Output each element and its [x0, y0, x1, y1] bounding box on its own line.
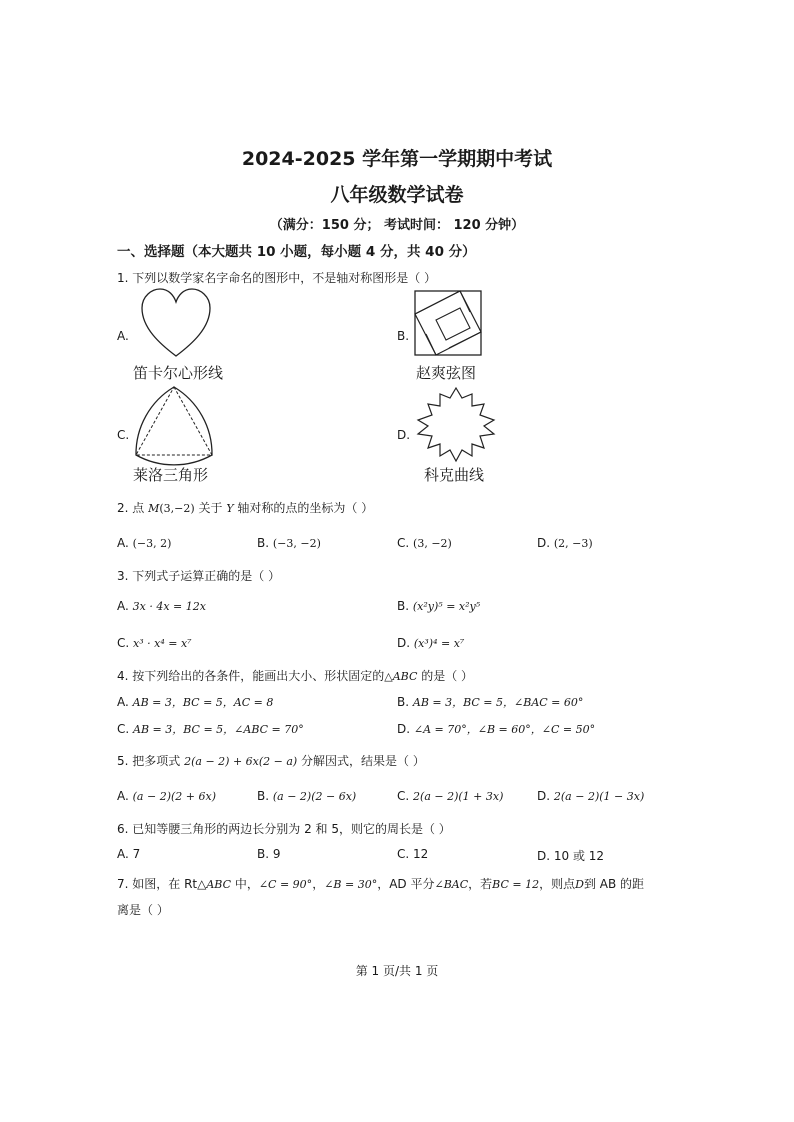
koch-snowflake-icon [414, 384, 498, 464]
section-heading: 一、选择题（本大题共 10 小题，每小题 4 分，共 40 分） [117, 244, 476, 260]
q1-option-d-label: D. [397, 428, 411, 442]
q5-option-b: B. (a − 2)(2 − 6x) [257, 789, 357, 803]
question-7-stem-line2: 离是（ ） [117, 903, 169, 917]
q2-point-name: M [148, 502, 160, 515]
q2-option-a: A. (−3, 2) [117, 536, 172, 550]
q2-axis-name: Y [226, 502, 234, 515]
q1-option-c-caption: 莱洛三角形 [133, 466, 209, 484]
q2-option-b: B. (−3, −2) [257, 536, 321, 550]
exam-title: 2024-2025 学年第一学期期中考试 [241, 148, 553, 170]
exam-subtitle: 八年级数学试卷 [330, 184, 464, 206]
heart-curve-icon [140, 288, 212, 358]
q4-option-a: A. AB = 3，BC = 5，AC = 8 [117, 695, 274, 709]
q4-option-b: B. AB = 3，BC = 5，∠BAC = 60° [397, 695, 584, 709]
q6-option-c: C. 12 [397, 847, 429, 861]
q5-polynomial: 2(a − 2) + 6x(2 − a) [184, 755, 298, 768]
q2-stem-part: 轴对称的点的坐标为（ ） [237, 501, 374, 515]
q4-triangle: △ABC [384, 670, 418, 683]
exam-info: （满分：150 分； 考试时间： 120 分钟） [269, 218, 525, 233]
question-5-stem: 5. 把多项式 2(a − 2) + 6x(2 − a) 分解因式，结果是（ ） [117, 754, 425, 768]
q1-option-a-label: A. [117, 329, 129, 343]
question-2-stem [117, 499, 373, 516]
q6-option-b: B. 9 [257, 847, 281, 861]
q5-option-d: D. 2(a − 2)(1 − 3x) [537, 789, 645, 803]
question-3-stem: 3. 下列式子运算正确的是（ ） [117, 569, 281, 583]
question-7-stem: 7. 如图，在 Rt△ABC 中，∠C = 90°，∠B = 30°，AD 平分∠BAC，若BC = 12，则点D到 AB 的距 [117, 877, 645, 891]
q6-option-a: A. 7 [117, 847, 141, 861]
q3-option-a: A. 3x · 4x = 12x [117, 599, 206, 613]
q2-stem-part: 关于 [198, 501, 223, 515]
q3-option-d: D. (x³)⁴ = x⁷ [397, 636, 465, 650]
reuleaux-triangle-icon [132, 385, 216, 461]
q3-option-b: B. (x²y)⁵ = x²y⁵ [397, 599, 481, 613]
question-4-stem: 4. 按下列给出的各条件，能画出大小、形状固定的△ABC 的是（ ） [117, 669, 474, 683]
q2-point-coord: (3,−2) [159, 502, 195, 515]
q5-option-a: A. (a − 2)(2 + 6x) [117, 789, 216, 803]
q2-option-c: C. (3, −2) [397, 536, 452, 550]
q1-option-a-caption: 笛卡尔心形线 [133, 364, 224, 382]
q3-option-c: C. x³ · x⁴ = x⁷ [117, 636, 192, 650]
q6-option-d: D. 10 或 12 [537, 849, 605, 863]
q2-stem-part: 2. 点 [117, 501, 145, 515]
q5-option-c: C. 2(a − 2)(1 + 3x) [397, 789, 504, 803]
zhao-shuang-diagram-icon [414, 290, 482, 356]
q1-option-b-caption: 赵爽弦图 [416, 364, 477, 382]
q4-option-d: D. ∠A = 70°，∠B = 60°，∠C = 50° [397, 722, 596, 736]
q1-option-c-label: C. [117, 428, 130, 442]
q1-option-d-caption: 科克曲线 [424, 466, 485, 484]
page-footer: 第 1 页/共 1 页 [355, 964, 439, 978]
question-6-stem: 6. 已知等腰三角形的两边长分别为 2 和 5，则它的周长是（ ） [117, 822, 451, 836]
question-1-stem: 1. 下列以数学家名字命名的图形中，不是轴对称图形是（ ） [117, 271, 437, 285]
q2-option-d: D. (2, −3) [537, 536, 593, 550]
q1-option-b-label: B. [397, 329, 410, 343]
q4-option-c: C. AB = 3，BC = 5，∠ABC = 70° [117, 722, 304, 736]
